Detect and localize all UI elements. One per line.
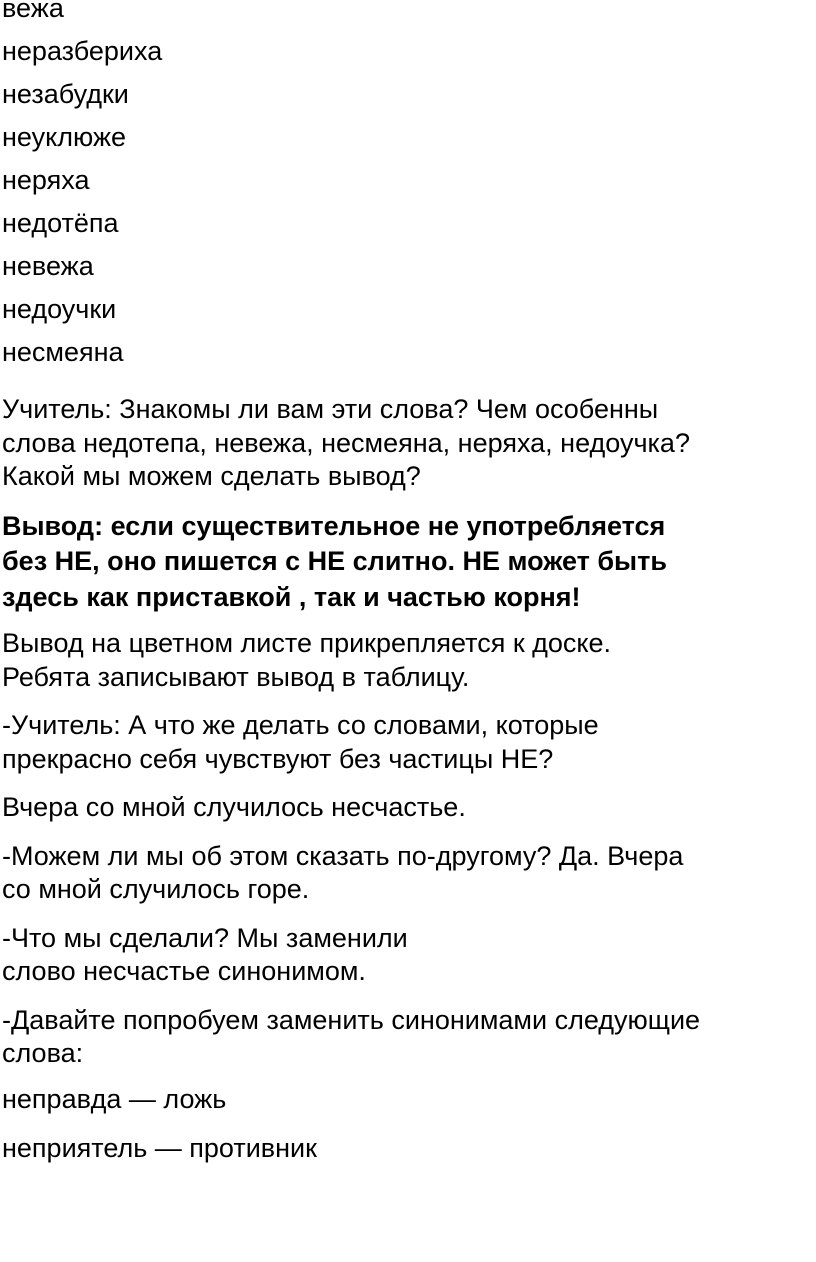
paragraph-line: слово несчастье синонимом. (2, 956, 366, 986)
list-item: недотёпа (2, 208, 119, 238)
synonym-pair: неправда — ложь (2, 1083, 227, 1114)
try-replace-paragraph (2, 1004, 816, 1071)
paragraph-line: Вывод на цветном листе прикрепляется к доске. (2, 628, 612, 658)
list-item: вежа (2, 0, 64, 23)
paragraph-line: -Учитель: А что же делать со словами, которые (2, 710, 599, 740)
paragraph-line: Ребята записывают вывод в таблицу. (2, 661, 470, 692)
list-item: неуклюже (2, 122, 127, 152)
paragraph-line: -Можем ли мы об этом сказать по-другому? Да. Вчера (2, 840, 684, 871)
paragraph-line: Вчера со мной случилось несчастье. (2, 792, 466, 822)
list-item: несмеяна (2, 337, 124, 367)
paragraph-line: здесь как приставкой , так и частью корня! (2, 581, 581, 612)
paragraph-line: Какой мы можем сделать вывод? (2, 461, 421, 491)
paragraph-line: со мной случилось горе. (2, 874, 310, 904)
example-sentence-paragraph (2, 791, 816, 825)
paragraph-line: -Что мы сделали? Мы заменили (2, 922, 408, 953)
list-item: незабудки (2, 79, 129, 109)
list-item: неразбериха (2, 36, 163, 66)
teacher-words-question-paragraph (2, 709, 816, 776)
paragraph-line: -Давайте попробуем заменить синонимами следующие (2, 1004, 701, 1035)
conclusion-paragraph (2, 509, 816, 616)
board-note-paragraph (2, 627, 816, 694)
paragraph-line: Вывод: если существительное не употребляется (2, 510, 666, 541)
paragraph-line: слова недотепа, невежа, несмеяна, неряха, недоучка? (2, 427, 690, 458)
paragraph-line: без НЕ, оно пишется с НЕ слитно. НЕ может быть (2, 546, 667, 576)
list-item: недоучки (2, 294, 117, 324)
synonym-pair: неприятель — противник (2, 1132, 317, 1163)
list-item: неряха (2, 165, 90, 195)
paragraph-line: слова: (2, 1038, 84, 1068)
list-item: невежа (2, 251, 94, 281)
paragraph-line: прекрасно себя чувствуют без частицы НЕ? (2, 743, 554, 774)
rephrase-paragraph (2, 840, 816, 907)
synonym-pairs (2, 1083, 816, 1164)
paragraph-line: Учитель: Знакомы ли вам эти слова? Чем особенны (2, 394, 659, 424)
teacher-question-paragraph (2, 393, 816, 494)
word-list (2, 0, 816, 385)
what-done-paragraph (2, 922, 816, 989)
